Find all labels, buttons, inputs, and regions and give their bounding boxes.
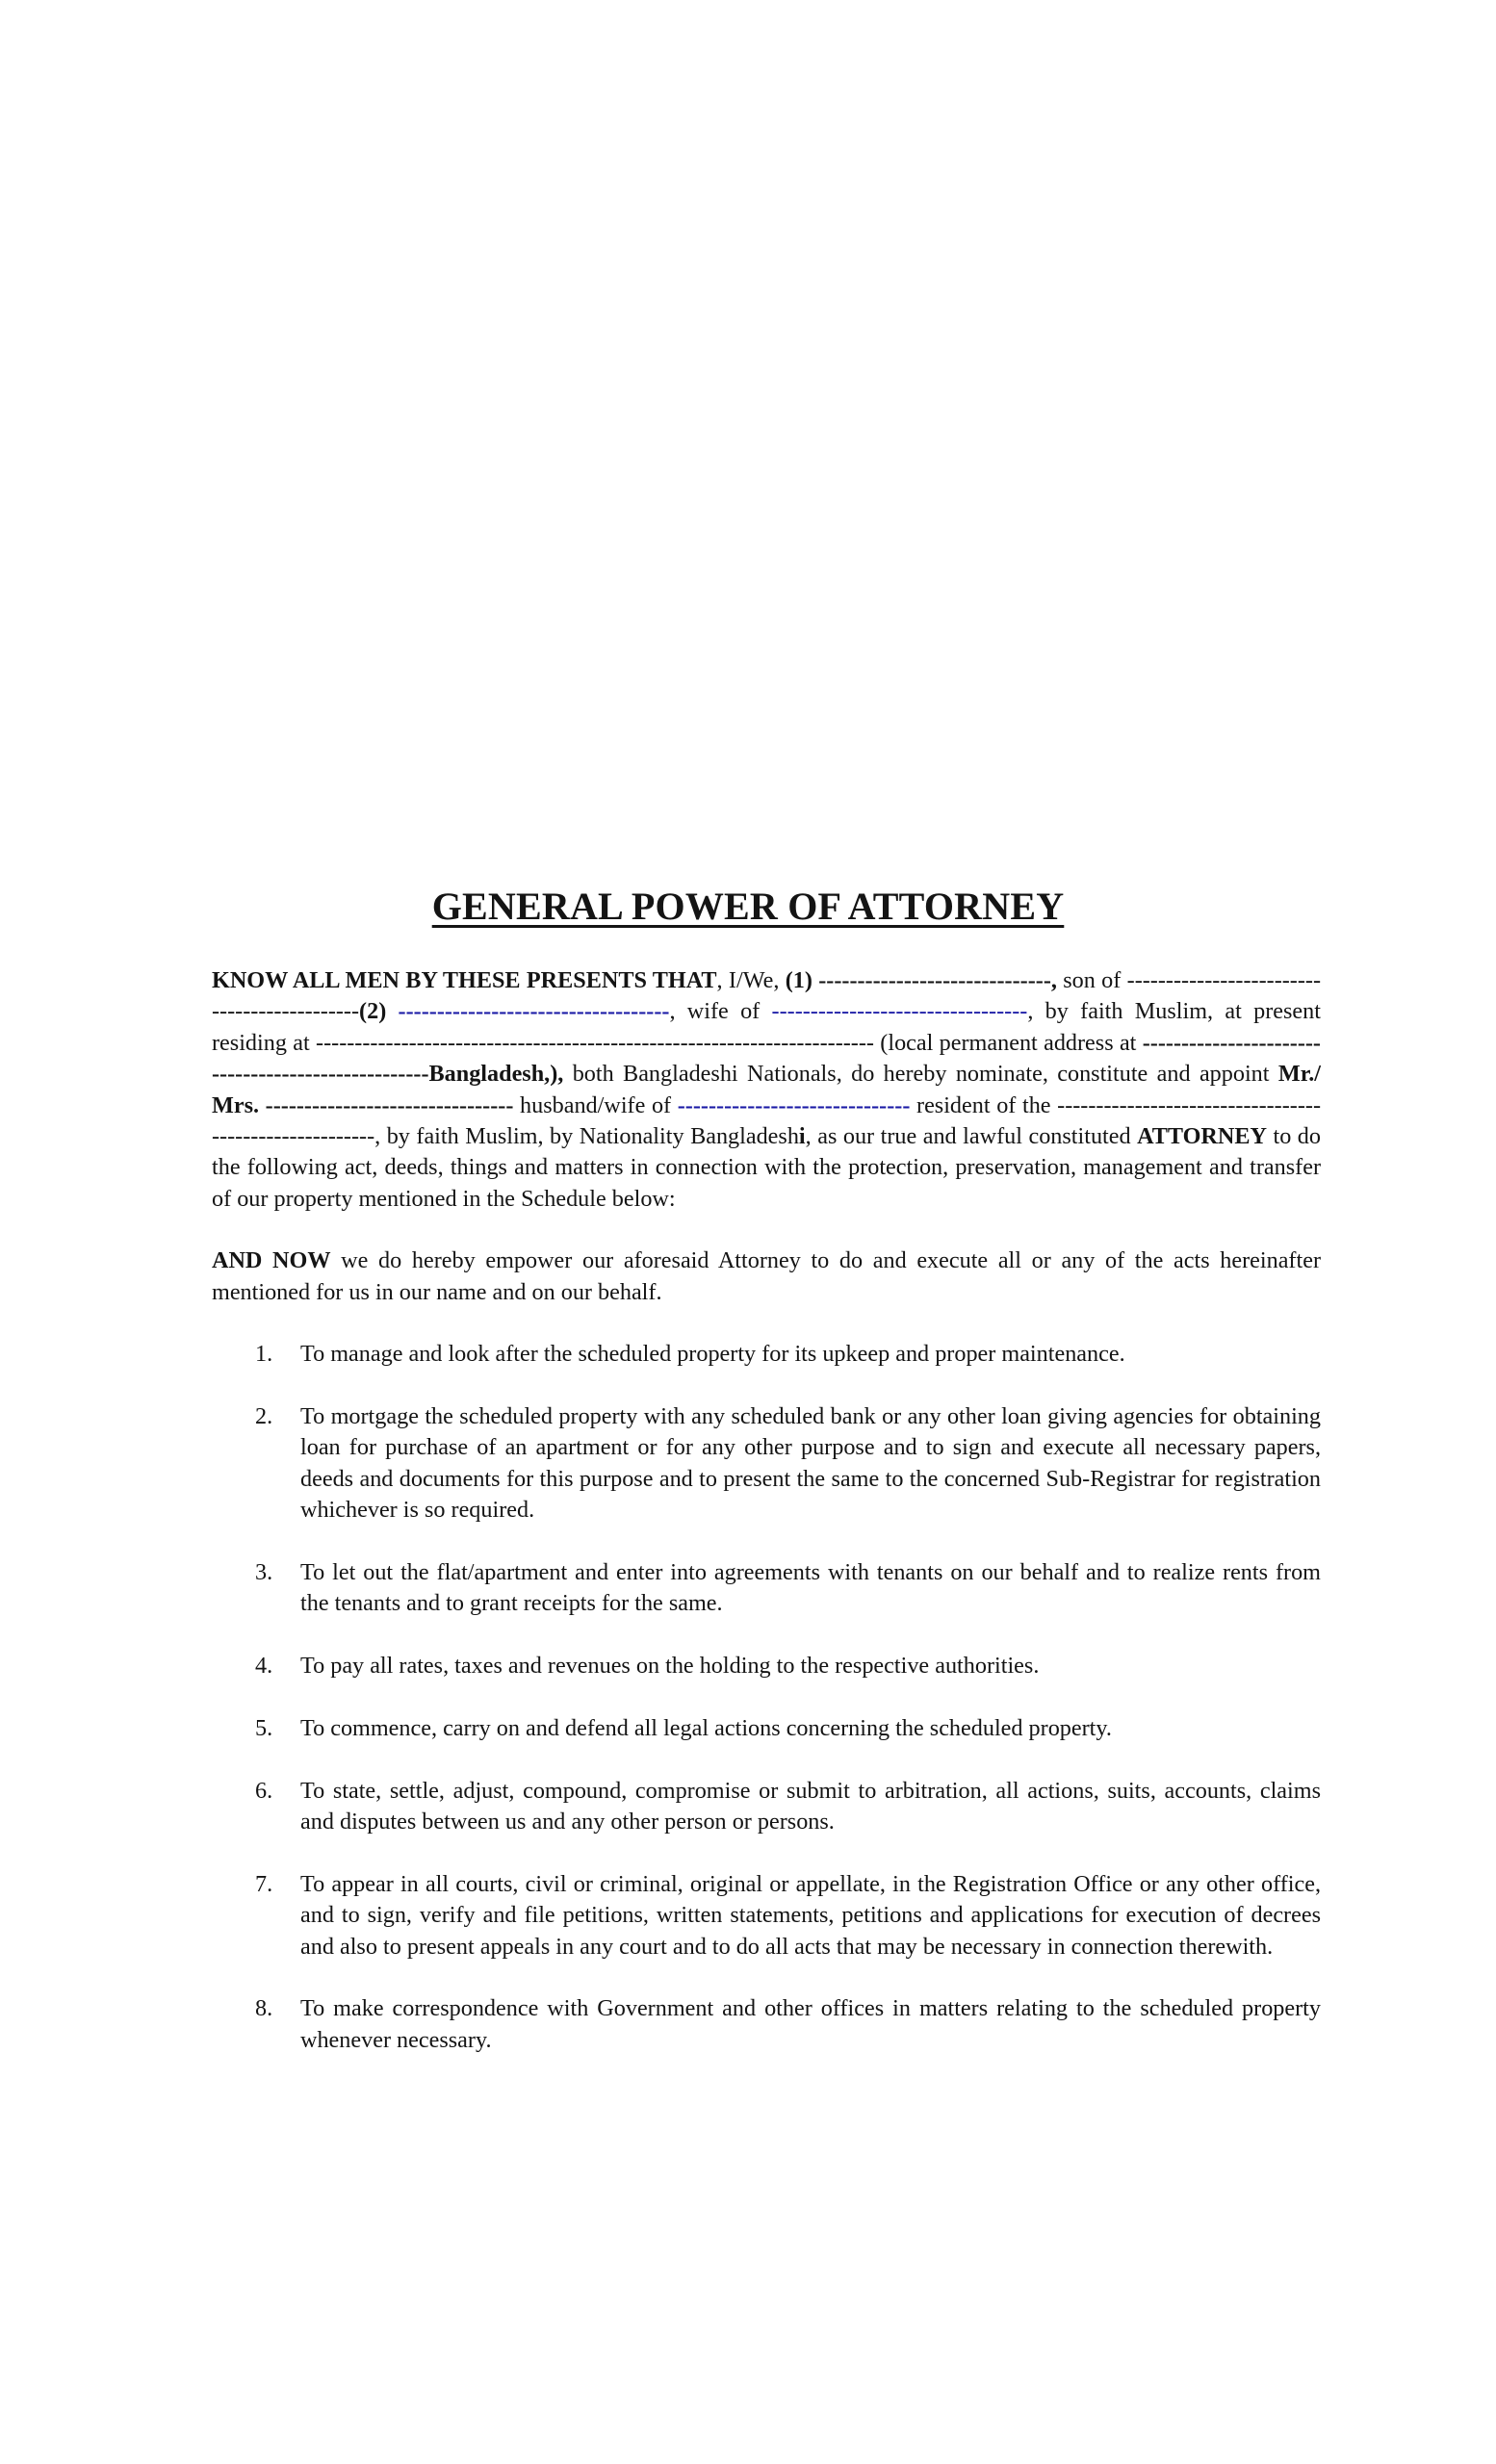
power-text: To manage and look after the scheduled property for its upkeep and proper maintenance.	[300, 1341, 1125, 1368]
attorney-spouse-blank[interactable]: ------------------------------	[677, 1091, 911, 1118]
power-number: 6.	[255, 1777, 273, 1804]
empowerment-lead: AND NOW	[212, 1247, 331, 1274]
document-body	[212, 965, 1321, 2088]
power-number: 3.	[255, 1558, 273, 1585]
power-number: 8.	[255, 1995, 273, 2022]
power-number: 5.	[255, 1714, 273, 1741]
party-1-father-blank[interactable]: ----------------------------------------	[212, 967, 1322, 1025]
party-2-label: (2)	[359, 998, 399, 1025]
party-2-husband-blank[interactable]: ---------------------------------	[771, 998, 1028, 1025]
preamble-text: , I/We,	[716, 967, 786, 993]
preamble-text: son of ----	[1056, 967, 1158, 993]
attorney-residence-text: resident of the -------------------------------------------------------, by faith Muslim, by Nationality Bangladesh	[212, 1091, 1322, 1150]
preamble-text: , wife of	[669, 998, 772, 1025]
party-2-name-blank[interactable]: -----------------------------------	[398, 998, 670, 1025]
power-item	[212, 1557, 1321, 1620]
power-item	[212, 1869, 1321, 1963]
power-number: 2.	[255, 1402, 273, 1429]
empowerment-text: we do hereby empower our aforesaid Attorney to do and execute all or any of the acts hereinafter mentioned for us in our name and on our behalf.	[212, 1247, 1321, 1305]
preamble-lead: KNOW ALL MEN BY THESE PRESENTS THAT	[212, 967, 717, 993]
preamble-text: both Bangladeshi Nationals, do hereby nominate, constitute and appoint	[563, 1061, 1278, 1088]
power-text: To make correspondence with Government and other offices in matters relating to the scheduled property whenever necessary.	[300, 1995, 1321, 2053]
power-item	[212, 1993, 1321, 2056]
power-text: To appear in all courts, civil or criminal, original or appellate, in the Registration Office or any other office, and to sign, verify and file petitions, written statements, petitions and applications for execution of decrees and also to present appeals in any court and to do all acts that may be necessary in connection therewith.	[300, 1870, 1321, 1960]
attorney-title: Mr./ Mrs.	[212, 1061, 1321, 1118]
attorney-name-blank[interactable]: --------------------------------	[265, 1091, 514, 1118]
document-title	[0, 884, 1496, 929]
power-item	[212, 1339, 1321, 1370]
power-number: 1.	[255, 1341, 273, 1368]
preamble-text: , as our true and lawful constituted	[805, 1123, 1138, 1150]
preamble-text: to do the following act, deeds, things and matters in connection with the protection, preservation, management and transfer of our property mentioned in the Schedule below:	[212, 1123, 1321, 1212]
power-text: To mortgage the scheduled property with any scheduled bank or any other loan giving agencies for obtaining loan for purchase of an apartment or for any other purpose and to sign and execute all necessary papers, deeds and documents for this purpose and to present the same to the concerned Sub-Registrar for registration whichever is so required.	[300, 1402, 1321, 1524]
power-text: To state, settle, adjust, compound, compromise or submit to arbitration, all actions, suits, accounts, claims and disputes between us and any other person or persons.	[300, 1777, 1321, 1835]
power-text: To let out the flat/apartment and enter into agreements with tenants on our behalf and to realize rents from the tenants and to grant receipts for the same.	[300, 1558, 1321, 1617]
power-item	[212, 1651, 1321, 1681]
party-1-label: (1)	[785, 967, 819, 993]
power-number: 7.	[255, 1870, 273, 1897]
attorney-keyword: ATTORNEY	[1137, 1123, 1267, 1150]
preamble-text: husband/wife of	[513, 1091, 678, 1118]
power-item	[212, 1776, 1321, 1838]
document-title-text: GENERAL POWER OF ATTORNEY	[431, 885, 1065, 928]
party-1-name-blank[interactable]: ------------------------------,	[818, 967, 1057, 993]
permanent-address-blank[interactable]: ---------------------------------------------------Bangladesh,),	[212, 1029, 1321, 1088]
preamble-text: i	[798, 1123, 806, 1150]
power-text: To pay all rates, taxes and revenues on the holding to the respective authorities.	[300, 1653, 1040, 1680]
power-item	[212, 1401, 1321, 1527]
preamble-paragraph	[212, 965, 1321, 1215]
present-address-text: , by faith Muslim, at present residing at ------------------------------------------------------------------------ (local permanent address at	[212, 998, 1321, 1056]
power-item	[212, 1713, 1321, 1744]
power-number: 4.	[255, 1653, 273, 1680]
powers-list	[212, 1339, 1321, 2056]
power-text: To commence, carry on and defend all legal actions concerning the scheduled property.	[300, 1714, 1112, 1741]
empowerment-paragraph	[212, 1245, 1321, 1308]
